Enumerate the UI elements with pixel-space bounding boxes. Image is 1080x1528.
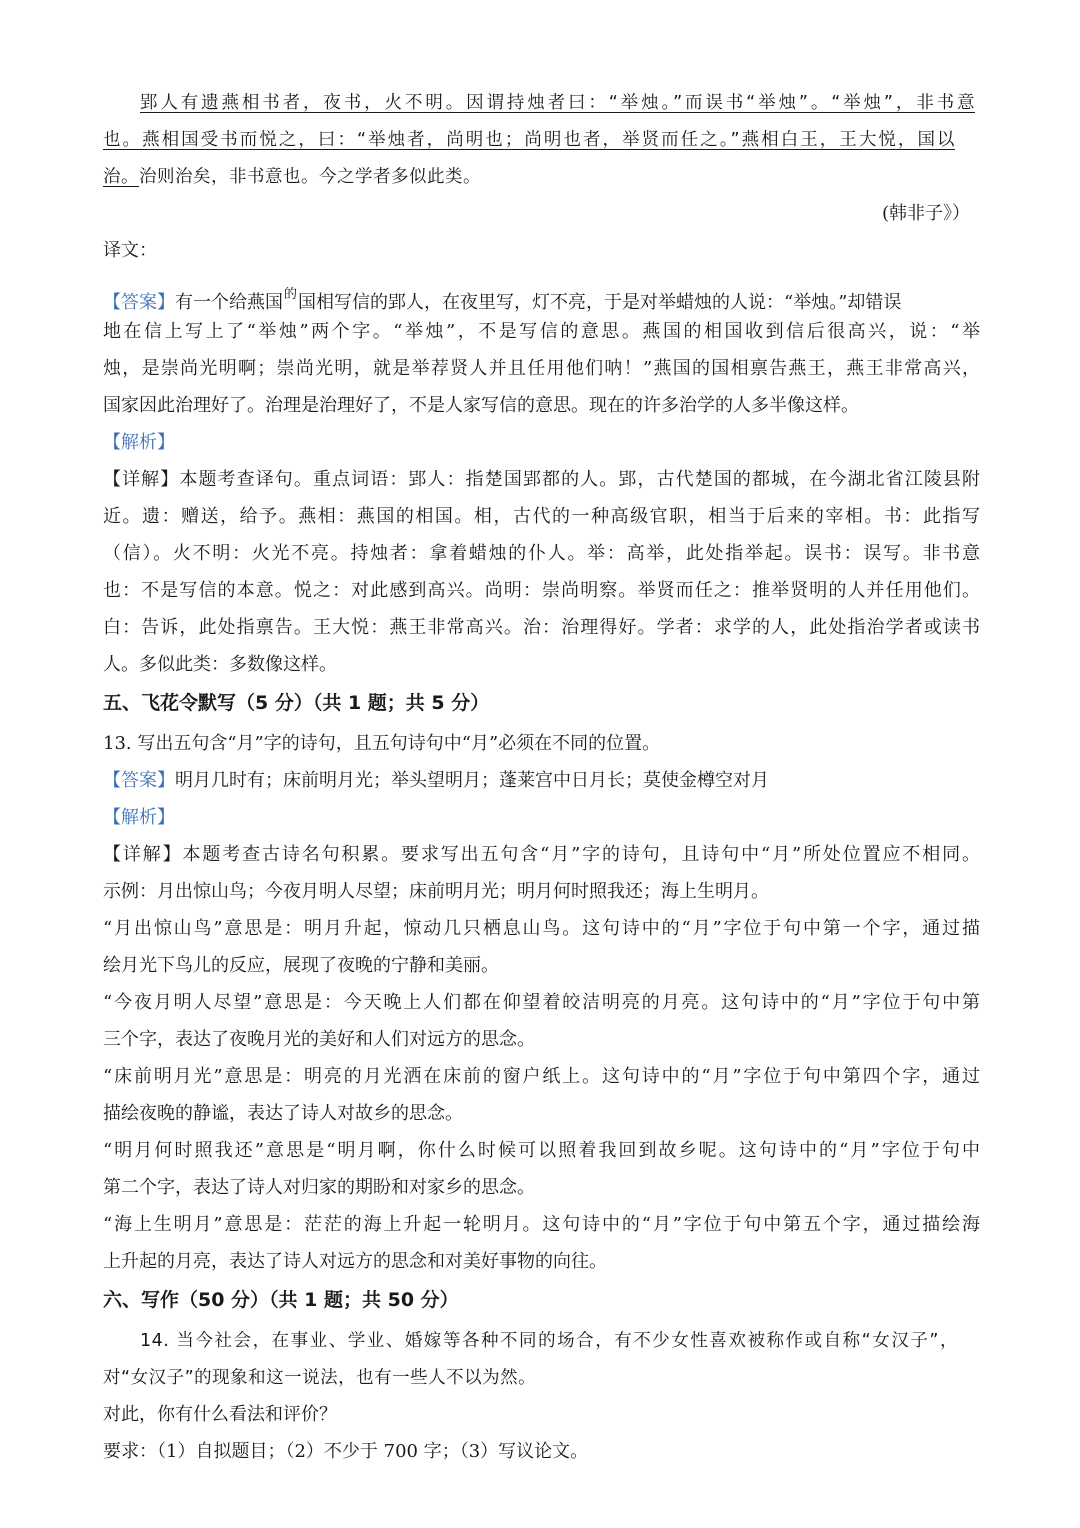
q13-detail-3: “月出惊山鸟”意思是：明月升起，惊动几只栖息山鸟。这句诗中的“月”字位于句中第一个字，通过描 (103, 918, 980, 939)
answer-line-2: 地在信上写上了“举烛”两个字。“举烛”，不是写信的意思。燕国的相国收到信后很高兴，说：“举 (103, 321, 980, 342)
answer-line-1 (103, 284, 980, 314)
detail-line-5: 白：告诉，此处指禀告。王大悦：燕王非常高兴。治：治理得好。学者：求学的人，此处指治学者或读书 (103, 617, 980, 638)
detail-line-6: 人。多似此类：多数像这样。 (103, 654, 337, 675)
answer-tag: 【答案】 (103, 292, 175, 313)
q13-answer-tag: 【答案】 (103, 770, 175, 791)
q13-detail-11: “海上生明月”意思是：茫茫的海上升起一轮明月。这句诗中的“月”字位于句中第五个字，通过描绘海 (103, 1214, 980, 1235)
q13-detail-6: 三个字，表达了夜晚月光的美好和人们对远方的思念。 (103, 1029, 535, 1050)
question-14-line-2: 对“女汉子”的现象和这一说法，也有一些人不以为然。 (103, 1368, 537, 1388)
q13-detail-12: 上升起的月亮，表达了诗人对远方的思念和对美好事物的向往。 (103, 1251, 607, 1272)
q13-detail-2: 示例：月出惊山鸟；今夜月明人尽望；床前明月光；明月何时照我还；海上生明月。 (103, 881, 769, 902)
passage-line-3 (103, 166, 980, 188)
question-14-requirements: 要求：（1）自拟题目；（2）不少于 700 字；（3）写议论文。 (103, 1441, 589, 1462)
answer-text-b: 国相写信的郢人，在夜里写，灯不亮，于是对举蜡烛的人说：“举烛。”却错误 (298, 292, 902, 313)
passage-line-2: 也。燕相国受书而悦之，曰：“举烛者，尚明也；尚明也者，举贤而任之。”燕相白王，王大悦，国以 (103, 130, 955, 150)
answer-line-3: 烛，是崇尚光明啊；崇尚光明，就是举荐贤人并且任用他们呐！”燕国的国相禀告燕王，燕王非常高兴， (103, 358, 980, 379)
translation-label: 译文： (103, 240, 157, 261)
question-14-line-3: 对此，你有什么看法和评价？ (103, 1404, 337, 1425)
q13-detail-1: 【详解】本题考查古诗名句积累。要求写出五句含“月”字的诗句，且诗句中“月”所处位置应不相同。 (103, 844, 980, 865)
analysis-tag: 【解析】 (103, 432, 175, 453)
passage-line-1: 郢人有遗燕相书者，夜书，火不明。因谓持烛者曰：“举烛。”而误书“举烛”。“举烛”，非书意 (140, 93, 975, 113)
passage-source: (韩非子》） (881, 203, 970, 224)
detail-line-4: 也：不是写信的本意。悦之：对此感到高兴。尚明：崇尚明察。举贤而任之：推举贤明的人并任用他们。 (103, 580, 980, 601)
question-13: 13. 写出五句含“月”字的诗句，且五句诗句中“月”必须在不同的位置。 (103, 733, 661, 754)
q13-analysis-tag: 【解析】 (103, 807, 175, 828)
detail-line-3: （信）。火不明：火光不亮。持烛者：拿着蜡烛的仆人。举：高举，此处指举起。误书：误写。非书意 (103, 543, 980, 564)
question-14-line-1: 14. 当今社会，在事业、学业、婚嫁等各种不同的场合，有不少女性喜欢被称作或自称“女汉子”， (140, 1331, 958, 1351)
passage-line-3-rest: 治则治矣，非书意也。今之学者多似此类。 (139, 167, 481, 187)
detail-line-1: 【详解】本题考查译句。重点词语：郢人：指楚国郢都的人。郢，古代楚国的都城，在今湖北省江陵县附 (103, 469, 980, 490)
q13-detail-4: 绘月光下鸟儿的反应，展现了夜晚的宁静和美丽。 (103, 955, 499, 976)
section-6-heading: 六、写作（50 分）（共 1 题；共 50 分） (103, 1289, 459, 1311)
q13-detail-9: “明月何时照我还”意思是“明月啊，你什么时候可以照着我回到故乡呢。这句诗中的“月”字位于句中 (103, 1140, 980, 1161)
q13-answer-text: 明月几时有；床前明月光；举头望明月；蓬莱宫中日月长；莫使金樽空对月 (175, 770, 769, 791)
q13-detail-7: “床前明月光”意思是：明亮的月光洒在床前的窗户纸上。这句诗中的“月”字位于句中第四个字，通过 (103, 1066, 980, 1087)
answer-sup: 的 (284, 287, 298, 302)
detail-line-2: 近。遗：赠送，给予。燕相：燕国的相国。相，古代的一种高级官职，相当于后来的宰相。书：此指写 (103, 506, 980, 527)
q13-detail-10: 第二个字，表达了诗人对归家的期盼和对家乡的思念。 (103, 1177, 535, 1198)
answer-line-4: 国家因此治理好了。治理是治理好了，不是人家写信的意思。现在的许多治学的人多半像这样。 (103, 395, 859, 416)
q13-detail-5: “今夜月明人尽望”意思是：今天晚上人们都在仰望着皎洁明亮的月亮。这句诗中的“月”字位于句中第 (103, 992, 980, 1013)
passage-line-3-underlined: 治。 (103, 167, 139, 187)
answer-text-a: 有一个给燕国 (175, 292, 283, 313)
section-5-heading: 五、飞花令默写（5 分）（共 1 题；共 5 分） (103, 692, 490, 714)
q13-detail-8: 描绘夜晚的静谧，表达了诗人对故乡的思念。 (103, 1103, 463, 1124)
q13-answer-line (103, 770, 980, 792)
